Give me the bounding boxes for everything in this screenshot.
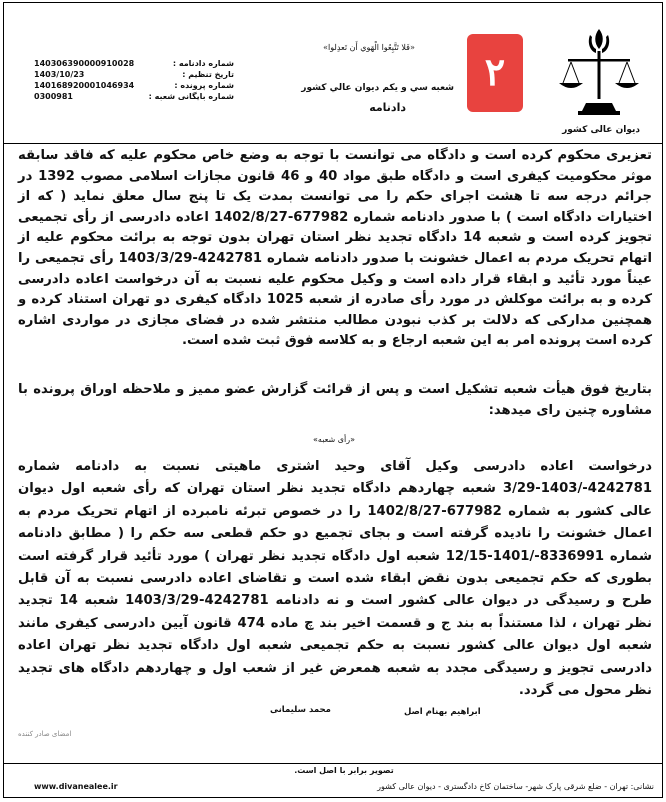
- document-title: دادنامه: [369, 101, 406, 114]
- judge-signature-2: محمد سلیمانی: [270, 705, 331, 715]
- meta-value: 140306390000910028: [34, 59, 135, 68]
- meta-row-verdict-number: [34, 58, 234, 69]
- verdict-title: «رأی شعبه»: [313, 435, 355, 444]
- header-divider: [4, 143, 662, 144]
- meta-value: 1403/10/23: [34, 70, 85, 79]
- body-paragraph-1: [18, 146, 652, 352]
- meta-label: تاریخ تنظیم :: [182, 70, 234, 79]
- certified-copy-note: تصویر برابر با اصل است.: [294, 766, 394, 775]
- signer-label: امضای صادر کننده: [18, 730, 72, 738]
- document-header: [4, 3, 662, 143]
- paragraph-text: تعزیری محکوم کرده است و دادگاه می توانست با توجه به وضع خاص محکوم علیه که فاقد سابقه موثر محکومیت کیفری است و دادگاه طبق مواد 40 و 46 قانون مجازات اسلامی مصوب 1392 در جرائم درجه سه تا هشت اجرای حکم را می توانست بمدت یک تا پنج سال معلق نماید ( که از اختیارات دادگاه است ) با صدور دادنامه شماره 677982-1402/8/27 اعاده دادرسی از رأی تجمیعی تجویز کرده است و شعبه 14 دادگاه تجدید نظر استان تهران بدون توجه به برائت محکوم علیه از اتهام تحریک مردم به اعمال خشونت با صدور دادنامه شماره 4242781-1403/3/29 رأی تجمیعی را عیناً مورد تأئید و ابقاء قرار داده است و وکیل محکوم علیه نسبت به آن درخواست اعاده دادرسی کرده و به برائت موکلش در مورد رأی صادره از شعبه 1025 دادگاه کیفری دو تهران استناد کرده و همچنین مدارکی که دلالت بر کذب نبودن مطالب منتشر شده در فضای مجازی در مواردی اشاره کرده است پرونده امر به این شعبه ارجاع و به کلاسه فوق ثبت شده است.: [18, 148, 653, 349]
- footer-website: www.divanealee.ir: [34, 782, 118, 791]
- body-paragraph-2: بتاریخ فوق هیأت شعبه تشکیل است و پس از قرائت گزارش عضو ممیز و ملاحظه اوراق پرونده با مشاوره چنین رای میدهد:: [18, 382, 652, 418]
- verdict-paragraph: درخواست اعاده دادرسی وکیل آقای وحید اشتری ماهیتی نسبت به دادنامه شماره 4242781-/1403-3/29 شعبه چهاردهم دادگاه تجدید نظر استان تهران که رأی شعبه اول دیوان عالی کشور به شماره 677982-1402/8/27 را در خصوص تبرئه نامبرده از اتهام تحریک مردم به اعمال خشونت را نادیده گرفته است و بجای تجمیع دو حکم قطعی سه حکم را ( مطابق دادنامه شماره 8336991-/1401-12/15 شعبه اول دادگاه تجدید نظر تهران ) مورد تأئید قرار گرفته است بطوری که حکم تجمیعی بدون نقض ابقاء شده است و تقاضای اعاده دادرسی نسبت به آن قابل طرح و رسیدگی در دیوان عالی کشور است و نه دادنامه 4242781-1403/3/29 شعبه 14 تجدید نظر تهران ، لذا مستنداً به بند ج و قسمت اخیر بند چ ماده 474 قانون آیین دادرسی کیفری مانند شعبه اول دیوان عالی کشور نسبت به حکم تجمیعی شعبه اول دادگاه تجدید نظر تهران اعاده دادرسی تجویز و رسیدگی مجدد به شعبه همعرض غیر از شعب اول و چهاردهم دادگاه های تجدید نظر محول می گردد.: [18, 459, 653, 699]
- meta-row-case-number: [34, 80, 234, 91]
- footer-address: نشانی: تهران - ضلع شرقی پارک شهر- ساختمان کاخ دادگستری - دیوان عالی کشور: [377, 782, 654, 791]
- footer-divider: [4, 763, 662, 764]
- meta-label: شماره بایگانی شعبه :: [148, 92, 234, 101]
- meta-value: 0300981: [34, 92, 73, 101]
- meta-label: شماره دادنامه :: [172, 59, 234, 68]
- document-metadata: [34, 58, 234, 102]
- judiciary-emblem-icon: [554, 25, 644, 125]
- branch-name: شعبه سي و يكم ديوان عالي كشور: [301, 83, 454, 93]
- court-name: دیوان عالی کشور: [562, 125, 640, 135]
- header-verse: «فَلا تَتَّبِعُوا الْهَوي أَن تَعدِلوا»: [323, 43, 415, 52]
- page-number-badge: ۲: [467, 34, 523, 112]
- meta-label: شماره پرونده :: [174, 81, 234, 90]
- meta-row-archive-number: [34, 91, 234, 102]
- meta-value: 140168920001046934: [34, 81, 135, 90]
- meta-row-date: [34, 69, 234, 80]
- judge-signature-1: ابراهیم بهنام اصل: [404, 707, 481, 717]
- document-page: [3, 2, 663, 798]
